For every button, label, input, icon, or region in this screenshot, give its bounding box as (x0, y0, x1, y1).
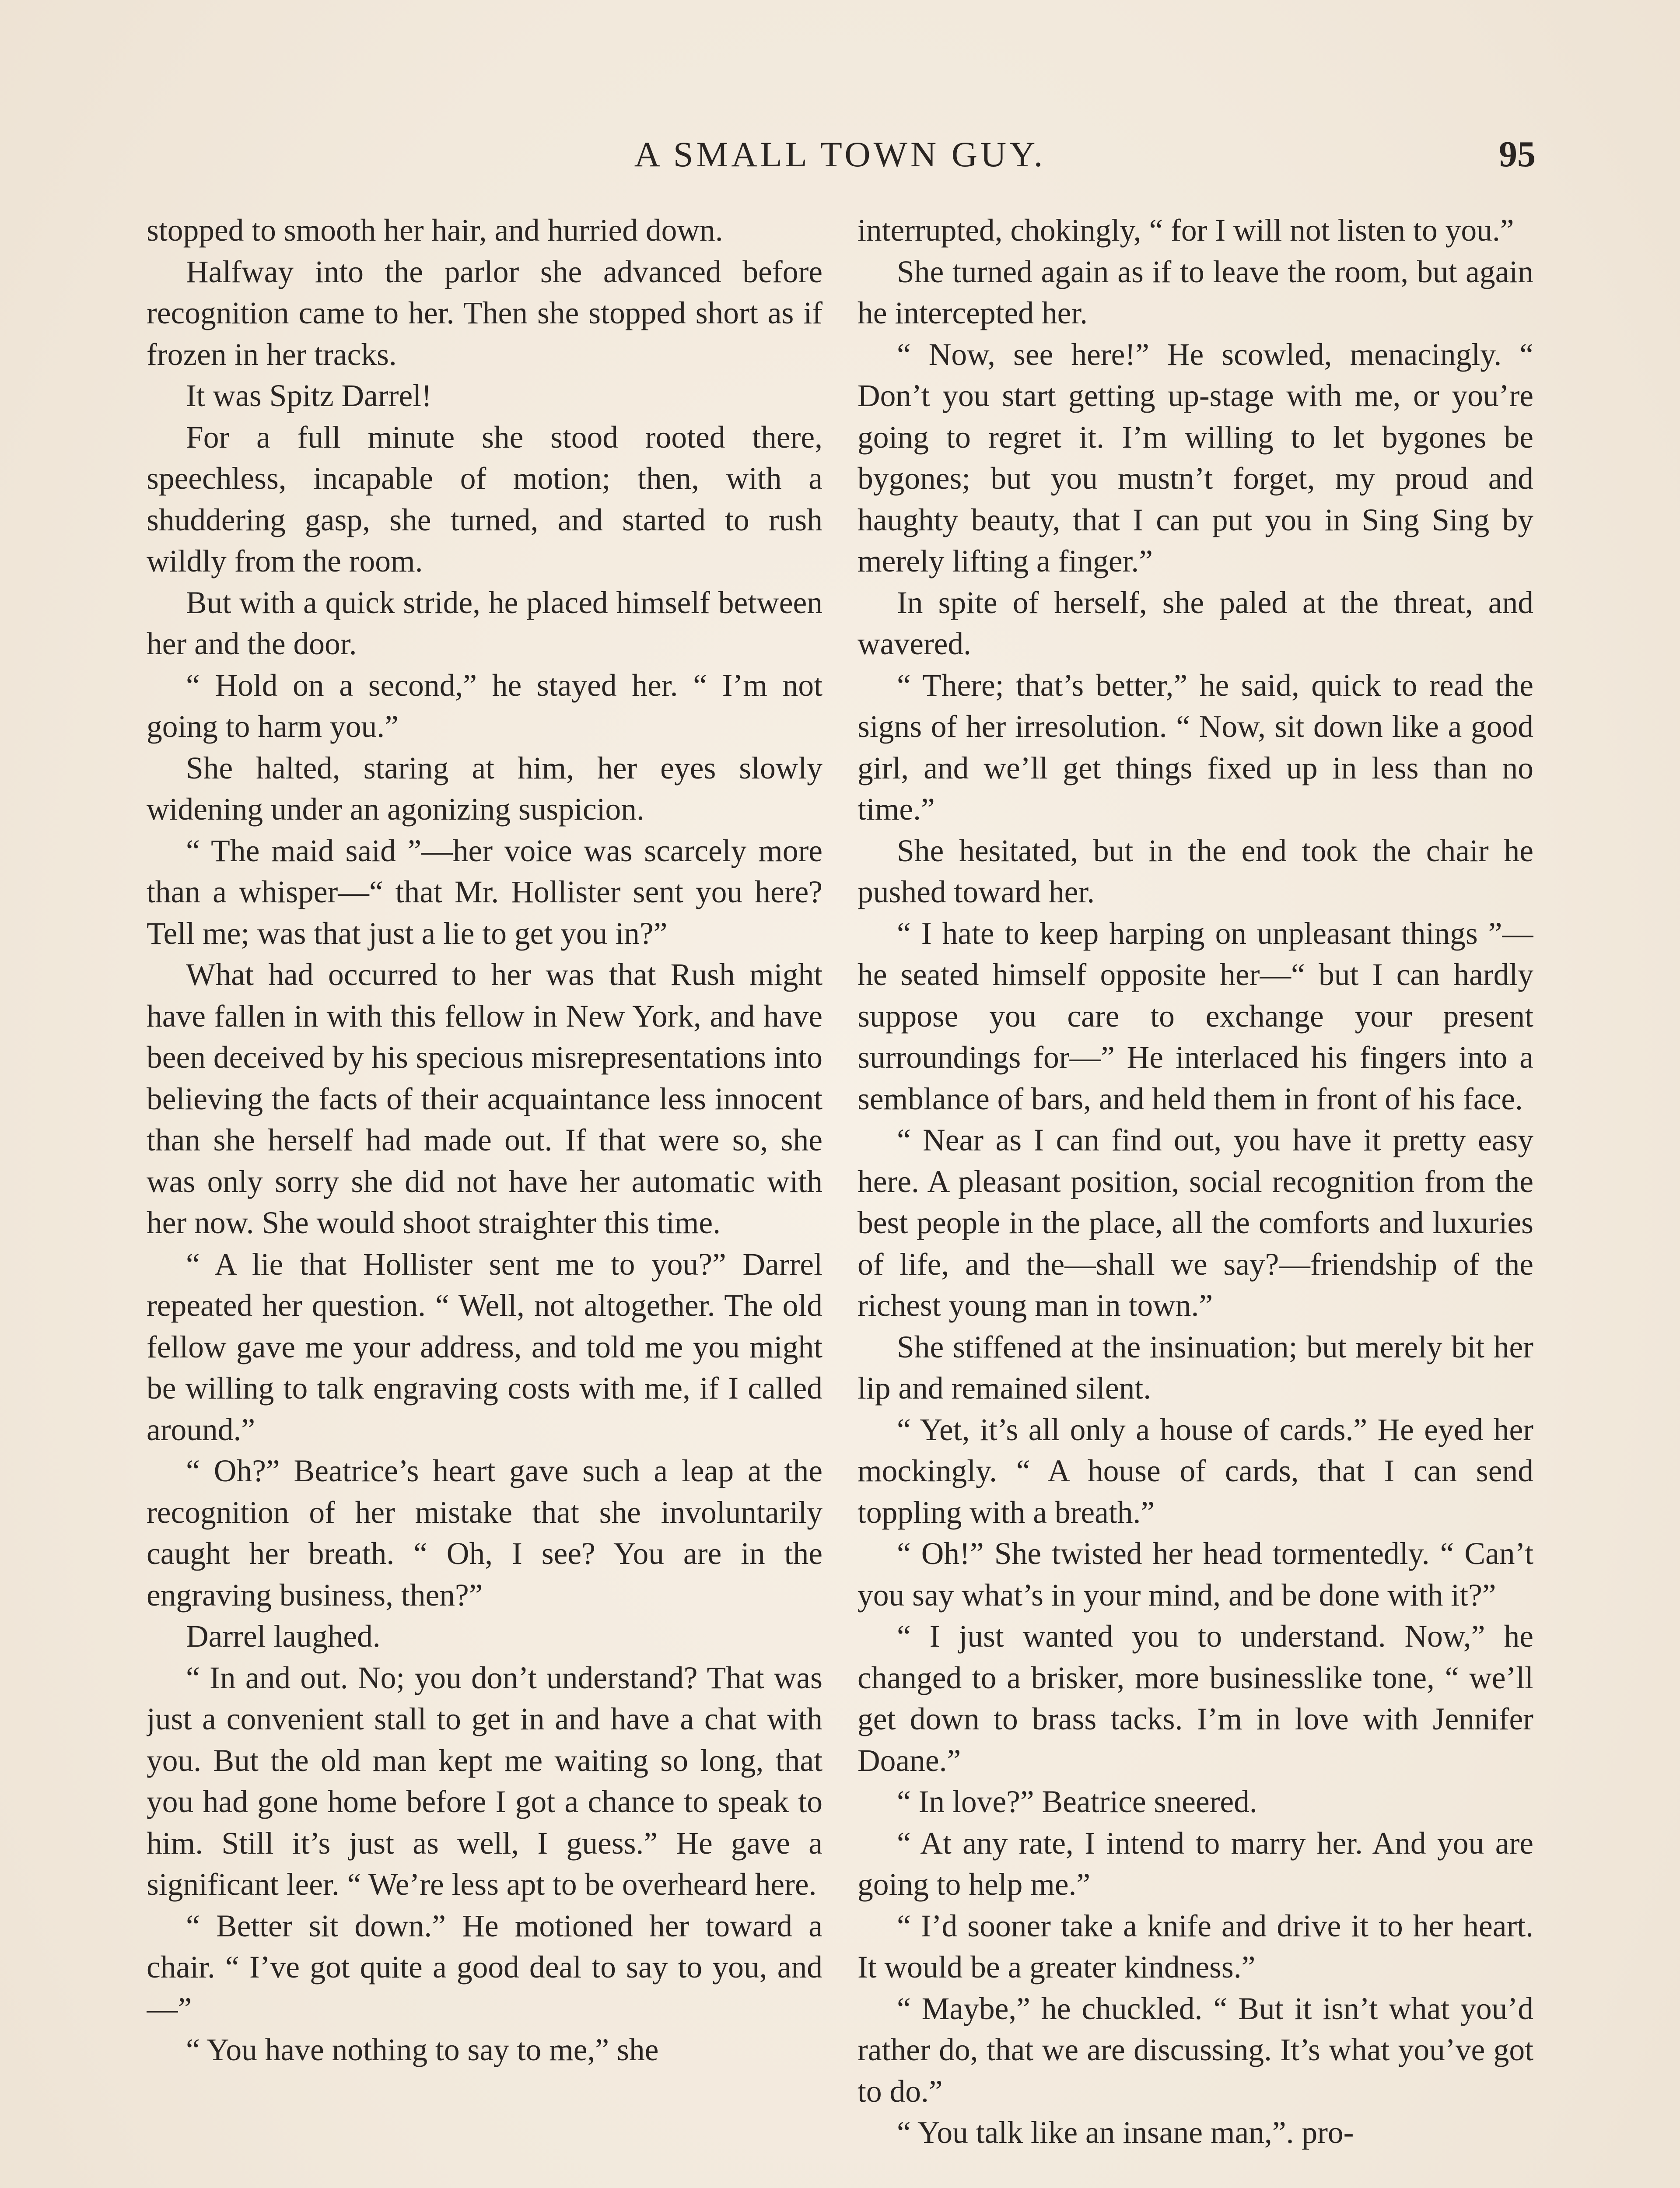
paragraph: It was Spitz Darrel! (186, 379, 432, 413)
running-title: A SMALL TOWN GUY. (634, 134, 1046, 174)
paragraph: “ A lie that Hollister sent me to you?” Darrel repeated her question. “ Well, not altogether. The old fellow gave me your address, and told me you might be willing to talk engraving costs with me, if I called around.” (147, 1247, 822, 1447)
paragraph: “ Near as I can find out, you have it pretty easy here. A pleasant position, social recognition from the best people in the place, all the comforts and luxuries of life, and the—shall we say?—friendship of the richest young man in town.” (858, 1123, 1533, 1323)
paragraph: “ Oh!” She twisted her head tormentedly. “ Can’t you say what’s in your mind, and be done with it?” (858, 1536, 1533, 1613)
paragraph: But with a quick stride, he placed himself between her and the door. (147, 585, 822, 661)
right-column (858, 210, 1533, 2188)
paragraph: “ You talk like an insane man,”. pro- (897, 2115, 1354, 2150)
paragraph: “ I just wanted you to understand. Now,” he changed to a brisker, more businesslike tone, “ we’ll get down to brass tacks. I’m in love with Jennifer Doane.” (858, 1619, 1533, 1778)
paragraph: “ Better sit down.” He motioned her toward a chair. “ I’ve got quite a good deal to say to you, and—” (147, 1908, 822, 2026)
left-column (147, 210, 822, 2188)
paragraph: She stiffened at the insinuation; but merely bit her lip and remained silent. (858, 1329, 1533, 1406)
paragraph: She turned again as if to leave the room, but again he intercepted her. (858, 254, 1533, 330)
paragraph: She halted, staring at him, her eyes slowly widening under an agonizing suspicion. (147, 750, 822, 827)
paragraph: “ The maid said ”—her voice was scarcely more than a whisper—“ that Mr. Hollister sent you here? Tell me; was that just a lie to get you in?” (147, 833, 822, 951)
paragraph: stopped to smooth her hair, and hurried down. (147, 213, 723, 248)
running-head (144, 130, 1536, 179)
paragraph: “ In and out. No; you don’t understand? That was just a convenient stall to get in and have a chat with you. But the old man kept me waiting so long, that you had gone home before I got a chance to speak to him. Still it’s just as well, I guess.” He gave a significant leer. “ We’re less apt to be overheard here. (147, 1660, 822, 1902)
paragraph: “ Yet, it’s all only a house of cards.” He eyed her mockingly. “ A house of cards, that I can send toppling with a breath.” (858, 1412, 1533, 1530)
paragraph: She hesitated, but in the end took the chair he pushed toward her. (858, 833, 1533, 909)
paragraph: “ Now, see here!” He scowled, menacingly. “ Don’t you start getting up-stage with me, or you’re going to regret it. I’m willing to let bygones be bygones; but you mustn’t forget, my proud and haughty beauty, that I can put you in Sing Sing by merely lifting a finger.” (858, 337, 1533, 579)
paragraph: “ Maybe,” he chuckled. “ But it isn’t what you’d rather do, that we are discussing. It’s what you’ve got to do.” (858, 1991, 1533, 2109)
paragraph: interrupted, chokingly, “ for I will not listen to you.” (858, 213, 1514, 248)
paragraph: “ There; that’s better,” he said, quick to read the signs of her irresolution. “ Now, sit down like a good girl, and we’ll get things fixed up in less than no time.” (858, 668, 1533, 827)
paragraph: “ At any rate, I intend to marry her. And you are going to help me.” (858, 1826, 1533, 1902)
paragraph: Halfway into the parlor she advanced before recognition came to her. Then she stopped short as if frozen in her tracks. (147, 254, 822, 372)
paragraph: What had occurred to her was that Rush might have fallen in with this fellow in New York, and have been deceived by his specious misrepresentations into believing the facts of their acquaintance less innocent than she herself had made out. If that were so, she was only sorry she did not have her automatic with her now. She would shoot straighter this time. (147, 957, 822, 1240)
paragraph: Darrel laughed. (186, 1619, 381, 1654)
paragraph: “ In love?” Beatrice sneered. (897, 1785, 1257, 1819)
page-number: 95 (1499, 134, 1536, 175)
paragraph: “ I hate to keep harping on unpleasant things ”—he seated himself opposite her—“ but I can hardly suppose you care to exchange your present surroundings for—” He interlaced his fingers into a semblance of bars, and held them in front of his face. (858, 916, 1533, 1116)
paragraph: For a full minute she stood rooted there, speechless, incapable of motion; then, with a shuddering gasp, she turned, and started to rush wildly from the room. (147, 420, 822, 579)
paragraph: “ You have nothing to say to me,” she (186, 2033, 659, 2067)
paragraph: “ Hold on a second,” he stayed her. “ I’m not going to harm you.” (147, 668, 822, 744)
paragraph: “ Oh?” Beatrice’s heart gave such a leap at the recognition of her mistake that she involuntarily caught her breath. “ Oh, I see? You are in the engraving business, then?” (147, 1454, 822, 1613)
paragraph: “ I’d sooner take a knife and drive it to her heart. It would be a greater kindness.” (858, 1908, 1533, 1985)
paragraph: In spite of herself, she paled at the threat, and wavered. (858, 585, 1533, 661)
